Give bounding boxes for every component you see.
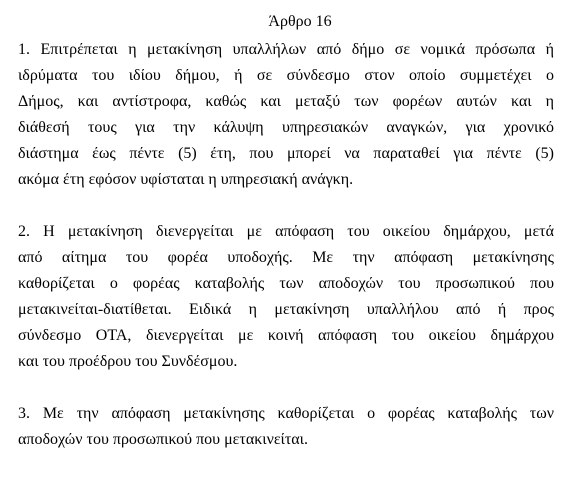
paragraph-3-line-1: 3. Με την απόφαση μετακίνησης καθορίζεται ο φορέας καταβολής των <box>18 405 554 422</box>
paragraph-1-line-4: διάθεσή τους για την κάλυψη υπηρεσιακών αναγκών, για χρονικό <box>18 119 554 136</box>
paragraph-1-line-2: ιδρύματα του ιδίου δήμου, ή σε σύνδεσμο στον οποίο συμμετέχει ο <box>18 67 554 84</box>
paragraph-1-line-3: Δήμος, και αντίστροφα, καθώς και μεταξύ των φορέων αυτών και η <box>18 93 554 110</box>
paragraph-2-line-5: σύνδεσμο ΟΤΑ, διενεργείται με κοινή απόφαση του οικείου δημάρχου <box>18 327 554 344</box>
paragraph-3-line-2: αποδοχών του προσωπικού που μετακινείται. <box>18 431 308 448</box>
paragraph-1-line-1: 1. Επιτρέπεται η μετακίνηση υπαλλήλων από δήμο σε νομικά πρόσωπα ή <box>18 41 554 58</box>
paragraph-2-line-1: 2. Η μετακίνηση διενεργείται με απόφαση του οικείου δημάρχου, μετά <box>18 223 554 240</box>
paragraph-2-line-2: από αίτημα του φορέα υποδοχής. Με την απόφαση μετακίνησης <box>18 249 554 266</box>
paragraph-2-line-6: και του προέδρου του Συνδέσμου. <box>18 353 238 370</box>
paragraph-1-line-5: διάστημα έως πέντε (5) έτη, που μπορεί να παραταθεί για πέντε (5) <box>18 145 554 162</box>
article-title: Άρθρο 16 <box>268 13 332 30</box>
paragraph-2-line-3: καθορίζεται ο φορέας καταβολής των αποδοχών του προσωπικού που <box>18 275 554 292</box>
paragraph-2-line-4: μετακινείται-διατίθεται. Ειδικά η μετακίνηση υπαλλήλου από ή προς <box>18 301 554 318</box>
paragraph-1-line-6: ακόμα έτη εφόσον υφίσταται η υπηρεσιακή ανάγκη. <box>18 171 354 188</box>
